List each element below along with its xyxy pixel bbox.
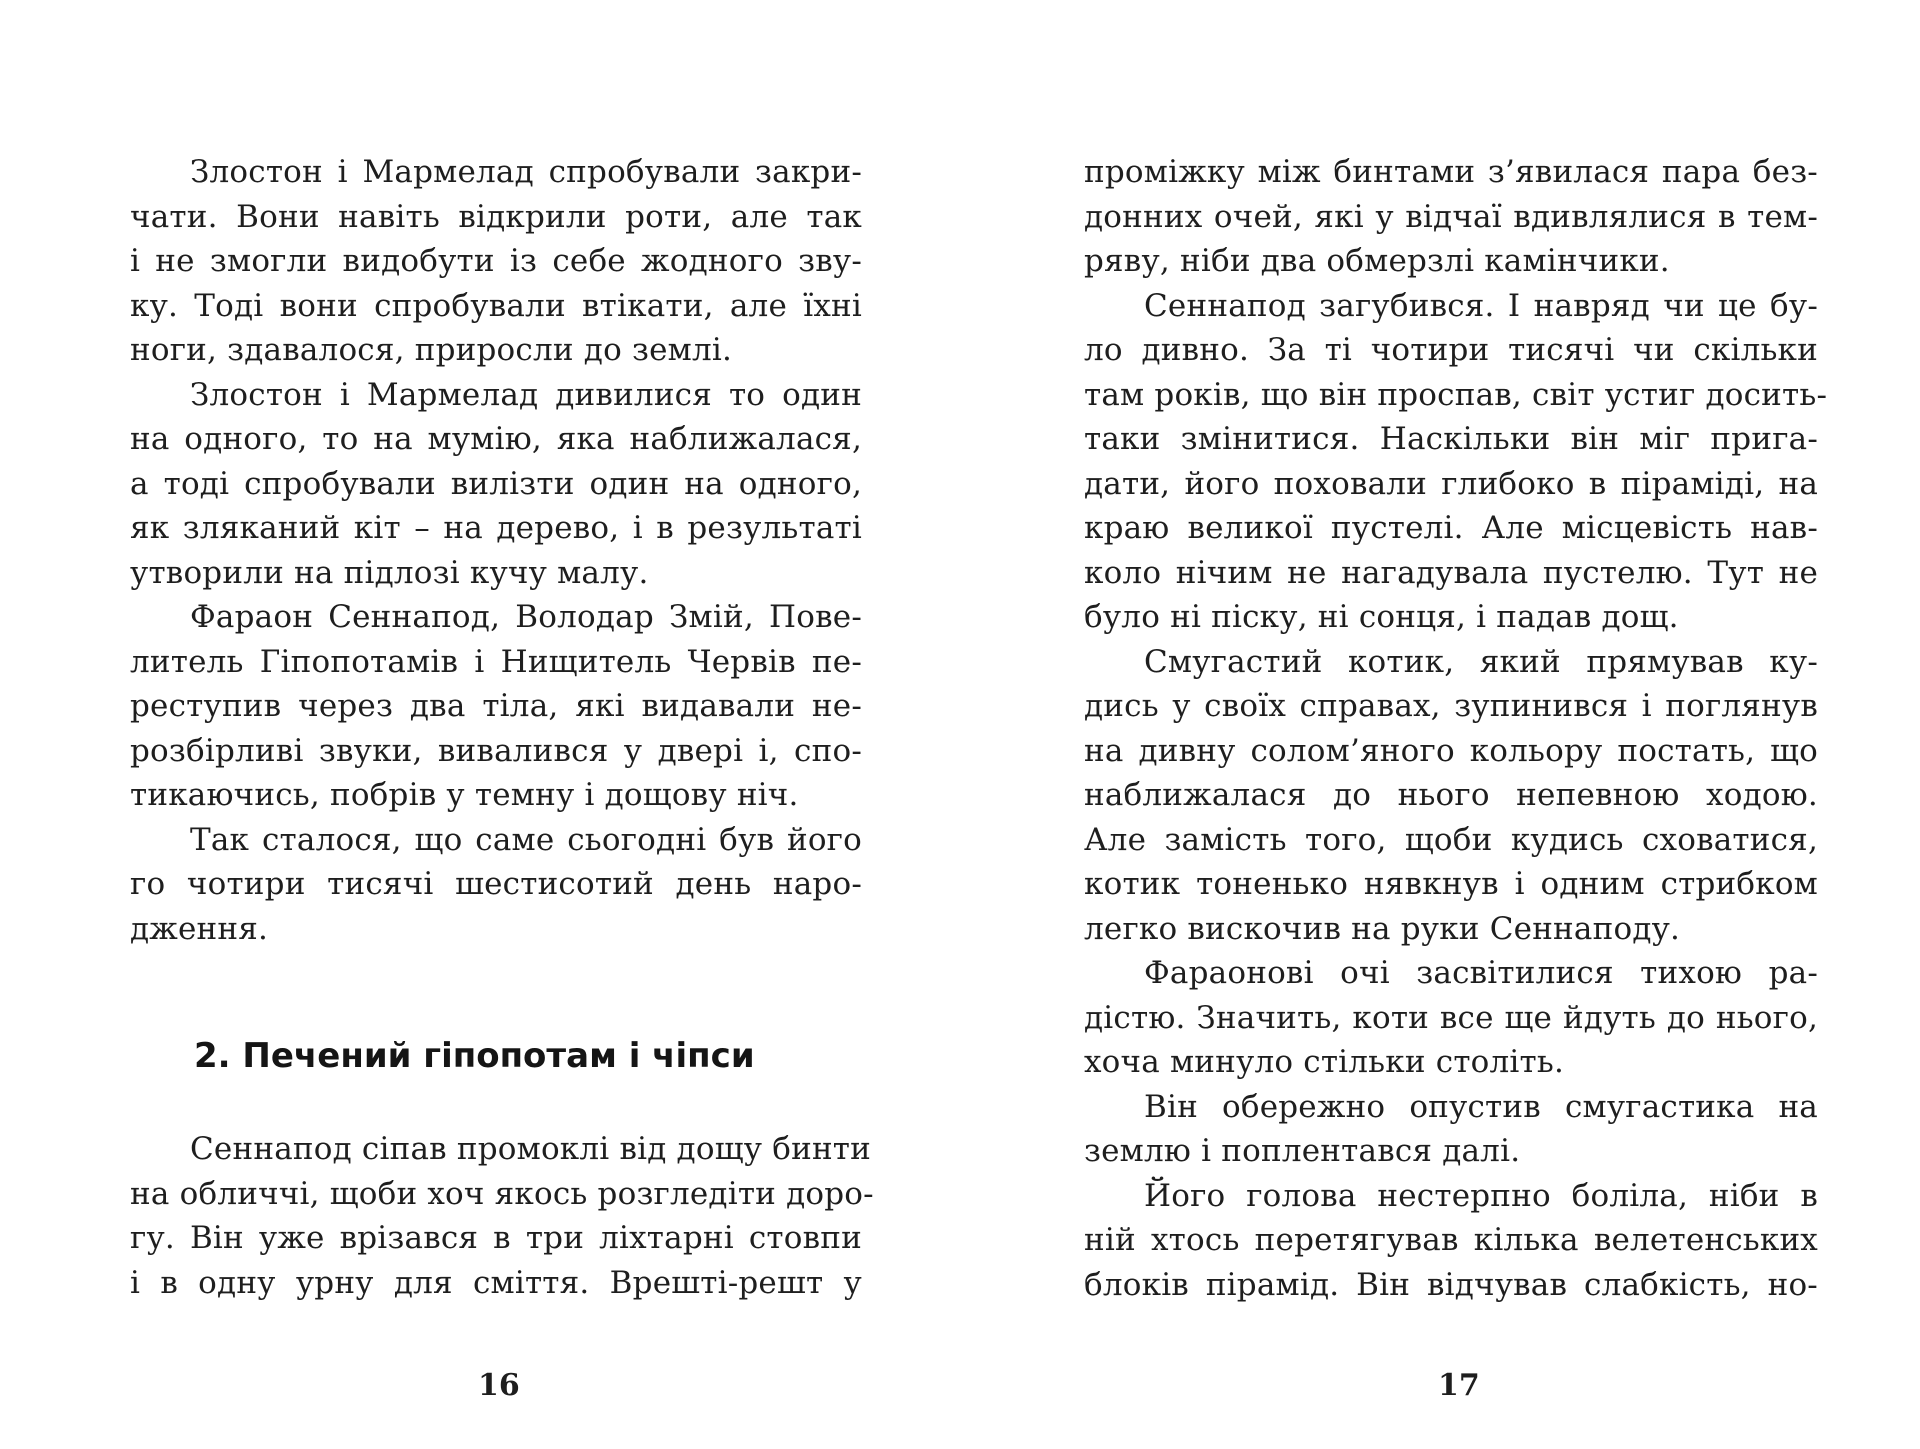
text-line: Фараон Сеннапод, Володар Змій, Пове-	[190, 599, 862, 635]
text-line: як зляканий кіт – на дерево, і в результаті	[130, 510, 862, 546]
text-line: Так сталося, що саме сьогодні був його	[190, 821, 862, 858]
text-line: на дивну солом’яного кольору постать, що	[1084, 732, 1818, 769]
text-line: утворили на підлозі кучу малу.	[130, 554, 649, 591]
text-line: розбірливі звуки, вивалився у двері і, спо-	[130, 732, 862, 769]
text-line: дати, його поховали глибоко в піраміді, на	[1084, 465, 1818, 502]
text-line: коло нічим не нагадувала пустелю. Тут не	[1084, 554, 1818, 591]
text-line: Фараонові очі засвітилися тихою ра-	[1144, 955, 1818, 991]
chapter-heading: 2. Печений гіпопотам і чіпси	[194, 1036, 755, 1076]
text-line: Він обережно опустив смугастика на	[1144, 1088, 1818, 1125]
text-line: краю великої пустелі. Але місцевість нав-	[1084, 510, 1818, 546]
text-line: го чотири тисячі шестисотий день наро-	[130, 866, 862, 902]
text-line: Смугастий котик, який прямував ку-	[1144, 643, 1818, 680]
text-line: котик тоненько нявкнув і одним стрибком	[1084, 866, 1818, 902]
text-line: і в одну урну для сміття. Врешті-решт у	[130, 1264, 862, 1301]
text-line: а тоді спробували вилізти один на одного,	[130, 465, 862, 502]
text-line: ло дивно. За ті чотири тисячі чи скільки	[1084, 332, 1818, 368]
text-line: Злостон і Мармелад дивилися то один	[190, 376, 862, 413]
text-line: ній хтось перетягував кілька велетенських	[1084, 1222, 1818, 1258]
text-line: дістю. Значить, коти все ще йдуть до нього,	[1084, 999, 1818, 1036]
text-line: Сеннапод сіпав промоклі від дощу бинти	[190, 1131, 872, 1167]
text-line: Сеннапод загубився. І навряд чи це бу-	[1144, 287, 1818, 324]
text-line: тикаючись, побрів у темну і дощову ніч.	[130, 777, 799, 813]
text-line: дження.	[130, 910, 269, 947]
text-line: ряву, ніби два обмерзлі камінчики.	[1084, 243, 1670, 279]
text-line: наближалася до нього непевною ходою.	[1084, 777, 1818, 813]
text-line: реступив через два тіла, які видавали не-	[130, 688, 862, 724]
text-line: дись у своїх справах, зупинився і поглянув	[1084, 688, 1818, 724]
right-page-text	[1084, 150, 1828, 1307]
text-line: чати. Вони навіть відкрили роти, але так	[130, 198, 862, 235]
text-line: там років, що він проспав, світ устиг досить-	[1084, 376, 1828, 413]
text-line: було ні піску, ні сонця, і падав дощ.	[1084, 599, 1679, 635]
left-page-text-bottom	[130, 1127, 874, 1305]
text-line: блоків пірамід. Він відчував слабкість, но-	[1084, 1266, 1818, 1303]
text-line: таки змінитися. Наскільки він міг прига-	[1084, 421, 1818, 457]
text-line: і не змогли видобути із себе жодного зву-	[130, 243, 862, 279]
text-line: Його голова нестерпно боліла, ніби в	[1144, 1177, 1818, 1214]
text-line: ку. Тоді вони спробували втікати, але їхні	[130, 287, 862, 324]
text-line: Але замість того, щоби кудись сховатися,	[1084, 821, 1818, 858]
text-line: на обличчі, щоби хоч якось розгледіти доро-	[130, 1175, 874, 1212]
page-number: 17	[1438, 1368, 1480, 1403]
text-line: литель Гіпопотамів і Нищитель Червів пе-	[130, 643, 862, 680]
right-page	[960, 0, 1920, 1449]
text-line: на одного, то на мумію, яка наближалася,	[130, 421, 862, 457]
text-line: хоча минуло стільки століть.	[1084, 1044, 1565, 1080]
text-line: Злостон і Мармелад спробували закри-	[190, 154, 862, 190]
text-line: землю і поплентався далі.	[1084, 1133, 1521, 1169]
text-line: гу. Він уже врізався в три ліхтарні стовпи	[130, 1220, 862, 1256]
text-line: донних очей, які у відчаї вдивлялися в тем-	[1084, 198, 1818, 235]
page-number: 16	[478, 1368, 520, 1403]
text-line: ноги, здавалося, приросли до землі.	[130, 332, 733, 368]
text-line: проміжку між бинтами з’явилася пара без-	[1084, 154, 1818, 190]
text-line: легко вискочив на руки Сеннаподу.	[1084, 910, 1681, 947]
left-page-text-top	[130, 150, 862, 951]
